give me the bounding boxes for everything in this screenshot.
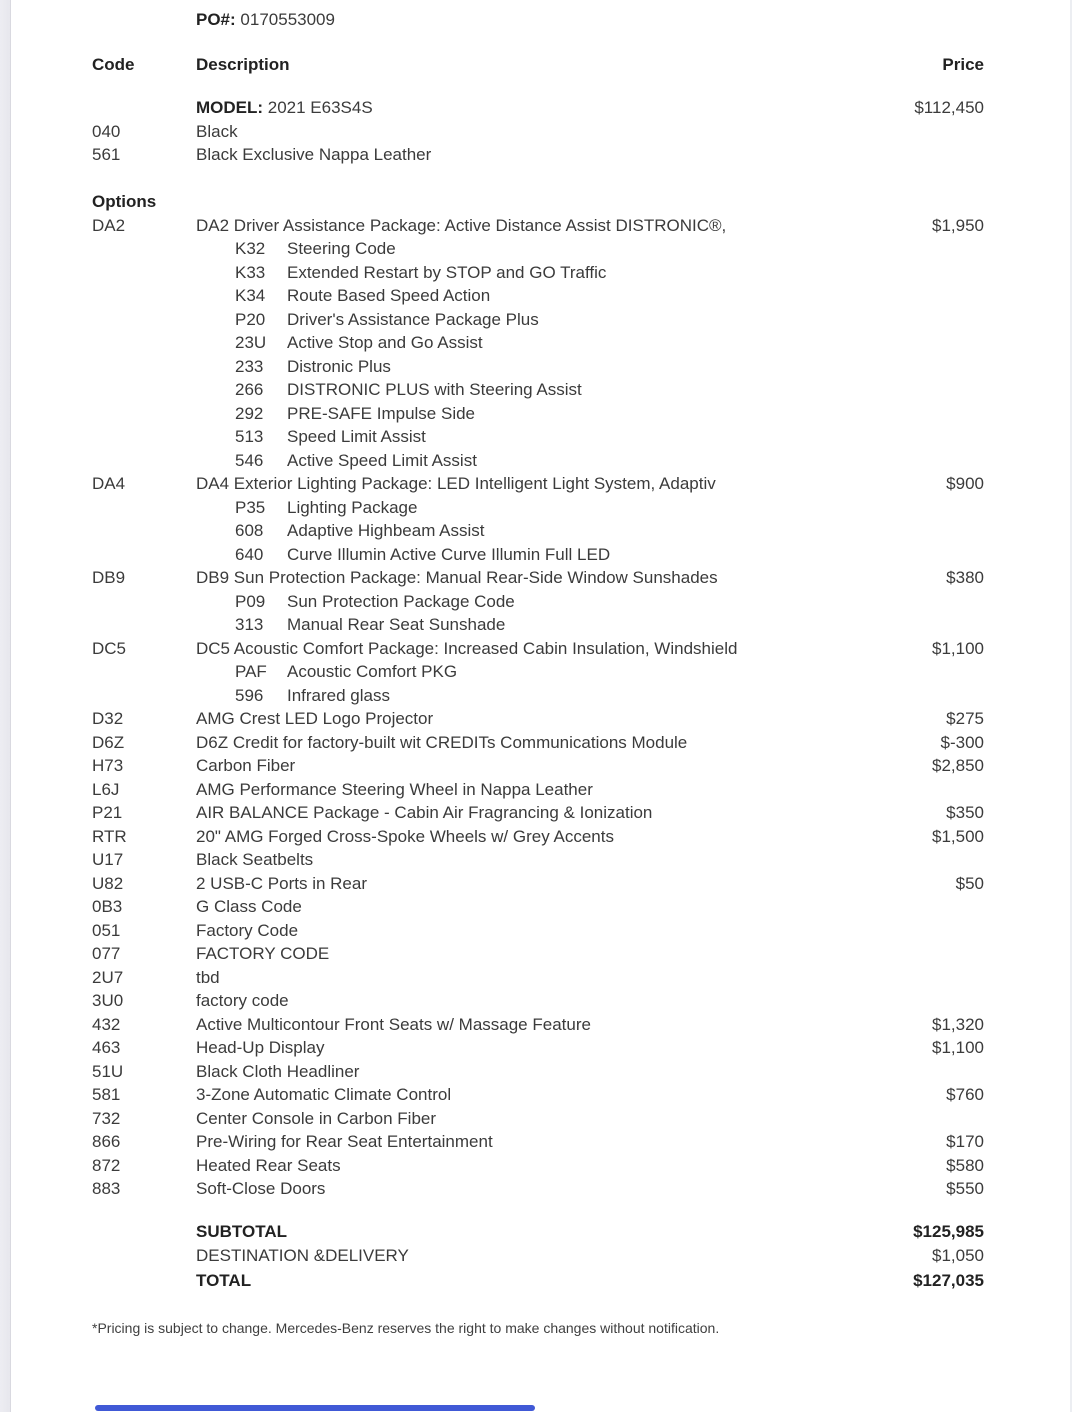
- option-row: [92, 895, 984, 919]
- item-price: $112,450: [914, 98, 984, 117]
- item-description: 20" AMG Forged Cross-Spoke Wheels w/ Grey Accents: [196, 826, 614, 846]
- sub-option-row: [92, 378, 984, 402]
- sub-item-code: K32: [235, 239, 266, 258]
- item-code: U82: [92, 873, 124, 893]
- item-code: DA4: [92, 474, 126, 493]
- sub-item-code: 640: [235, 544, 264, 564]
- total-label: TOTAL: [196, 1270, 252, 1290]
- option-row: [92, 754, 984, 778]
- sub-item-code: PAF: [235, 662, 267, 681]
- sub-item-code: 266: [235, 380, 264, 399]
- item-code: 040: [92, 121, 121, 141]
- sub-item: 292 PRE-SAFE Impulse Side: [196, 402, 854, 426]
- sub-item-code: K34: [235, 286, 266, 305]
- section-gap: [92, 1201, 984, 1220]
- item-code: 3U0: [92, 991, 124, 1010]
- sub-item: K32 Steering Code: [196, 237, 854, 261]
- option-row: [92, 472, 984, 496]
- sub-option-row: [92, 613, 984, 637]
- options-label: Options: [92, 192, 157, 211]
- item-code: 0B3: [92, 897, 123, 916]
- sub-option-row: [92, 684, 984, 708]
- item-code: 581: [92, 1085, 121, 1104]
- sub-item: K33 Extended Restart by STOP and GO Traffic: [196, 261, 854, 285]
- item-code: H73: [92, 756, 124, 775]
- sub-item-code: 23U: [235, 333, 267, 352]
- po-label: PO#:: [196, 10, 236, 29]
- sub-option-row: [92, 590, 984, 614]
- options-section: [92, 214, 984, 1201]
- item-description: Factory Code: [196, 920, 299, 940]
- sub-item: 546 Active Speed Limit Assist: [196, 449, 854, 473]
- item-price: $1,950: [932, 215, 984, 235]
- sub-option-row: [92, 425, 984, 449]
- sub-option-row: [92, 543, 984, 567]
- sub-option-row: [92, 237, 984, 261]
- sub-option-row: [92, 308, 984, 332]
- column-header-code: Code: [92, 54, 135, 74]
- item-code: RTR: [92, 826, 127, 846]
- item-code: 051: [92, 920, 121, 940]
- item-price: $900: [946, 474, 984, 493]
- column-header-description: Description: [196, 54, 290, 74]
- item-code: 077: [92, 944, 121, 963]
- option-row: [92, 848, 984, 872]
- sub-item-code: P35: [235, 497, 266, 517]
- table-header-row: [92, 53, 984, 77]
- column-header-price: Price: [942, 54, 984, 74]
- sub-item: 640 Curve Illumin Active Curve Illumin Full LED: [196, 543, 854, 567]
- sub-option-row: [92, 284, 984, 308]
- item-code: 883: [92, 1179, 121, 1198]
- po-row: [92, 8, 984, 32]
- item-code: 432: [92, 1014, 121, 1034]
- item-price: $2,850: [932, 756, 984, 775]
- item-code: 51U: [92, 1061, 124, 1081]
- option-row: [92, 872, 984, 896]
- item-description: Center Console in Carbon Fiber: [196, 1108, 437, 1128]
- model-row: [92, 120, 984, 144]
- item-description: Heated Rear Seats: [196, 1155, 341, 1175]
- item-price: $760: [946, 1085, 984, 1104]
- option-row: [92, 1107, 984, 1131]
- item-code: 732: [92, 1108, 121, 1128]
- total-value: $125,985: [913, 1221, 984, 1241]
- option-row: [92, 214, 984, 238]
- sub-item-code: 233: [235, 356, 264, 376]
- item-price: $1,100: [932, 1038, 984, 1057]
- bottom-progress-bar: [95, 1405, 535, 1411]
- sub-item: P20 Driver's Assistance Package Plus: [196, 308, 854, 332]
- item-code: 866: [92, 1132, 121, 1151]
- sub-item-code: 292: [235, 403, 264, 423]
- item-code: 561: [92, 145, 121, 164]
- page-left-edge: [0, 0, 11, 1412]
- option-row: [92, 1060, 984, 1084]
- item-description: G Class Code: [196, 897, 302, 916]
- option-row: [92, 801, 984, 825]
- option-row: [92, 989, 984, 1013]
- sub-item-code: 546: [235, 450, 264, 470]
- sub-item-code: P20: [235, 309, 266, 329]
- option-row: [92, 778, 984, 802]
- item-price: $275: [946, 709, 984, 728]
- item-code: 872: [92, 1155, 121, 1175]
- item-description: Head-Up Display: [196, 1038, 325, 1057]
- total-value: $127,035: [913, 1270, 984, 1290]
- sub-option-row: [92, 496, 984, 520]
- item-description: 2 USB-C Ports in Rear: [196, 873, 367, 893]
- option-row: [92, 1036, 984, 1060]
- sub-item-code: 608: [235, 521, 264, 540]
- item-description: AMG Performance Steering Wheel in Nappa Leather: [196, 779, 593, 799]
- item-price: $380: [946, 568, 984, 587]
- item-code: DB9: [92, 568, 126, 587]
- item-code: DA2: [92, 215, 126, 235]
- options-header-row: [92, 190, 984, 214]
- sub-item-code: K33: [235, 262, 266, 282]
- po-number: 0170553009: [240, 10, 335, 29]
- item-description: Active Multicontour Front Seats w/ Massage Feature: [196, 1014, 591, 1034]
- item-price: $50: [955, 873, 984, 893]
- total-row: [92, 1244, 984, 1269]
- option-row: [92, 637, 984, 661]
- sub-option-row: [92, 660, 984, 684]
- sub-item-code: 596: [235, 685, 264, 705]
- item-description: MODEL: 2021 E63S4S: [196, 98, 373, 117]
- sub-item: K34 Route Based Speed Action: [196, 284, 854, 308]
- item-description: DA4 Exterior Lighting Package: LED Intelligent Light System, Adaptiv: [196, 474, 716, 493]
- sub-option-row: [92, 355, 984, 379]
- total-value: $1,050: [932, 1246, 984, 1265]
- option-row: [92, 919, 984, 943]
- sub-item: P35 Lighting Package: [196, 496, 854, 520]
- item-description-bold: MODEL:: [196, 98, 264, 117]
- item-description: tbd: [196, 967, 220, 987]
- po-number-line: [196, 8, 854, 32]
- sub-item: 608 Adaptive Highbeam Assist: [196, 519, 854, 543]
- item-description: DB9 Sun Protection Package: Manual Rear-Side Window Sunshades: [196, 568, 718, 587]
- item-description: Black Exclusive Nappa Leather: [196, 145, 432, 164]
- sub-option-row: [92, 449, 984, 473]
- order-sheet: [92, 0, 984, 1336]
- item-description: Pre-Wiring for Rear Seat Entertainment: [196, 1132, 493, 1151]
- option-row: [92, 1083, 984, 1107]
- sub-item-code: P09: [235, 591, 266, 611]
- sub-item: 266 DISTRONIC PLUS with Steering Assist: [196, 378, 854, 402]
- item-code: 2U7: [92, 967, 124, 987]
- item-description: 3-Zone Automatic Climate Control: [196, 1085, 452, 1104]
- section-gap: [92, 76, 984, 96]
- total-label: DESTINATION &DELIVERY: [196, 1246, 409, 1265]
- model-section: [92, 96, 984, 167]
- option-row: [92, 966, 984, 990]
- item-description: Black: [196, 121, 238, 141]
- option-row: [92, 1154, 984, 1178]
- item-description: FACTORY CODE: [196, 944, 330, 963]
- item-price: $1,500: [932, 826, 984, 846]
- sub-option-row: [92, 261, 984, 285]
- option-row: [92, 707, 984, 731]
- item-description: AIR BALANCE Package - Cabin Air Fragrancing & Ionization: [196, 803, 653, 822]
- item-price: $1,320: [932, 1014, 984, 1034]
- sub-item: 513 Speed Limit Assist: [196, 425, 854, 449]
- item-description: DC5 Acoustic Comfort Package: Increased Cabin Insulation, Windshield: [196, 638, 738, 658]
- item-description: D6Z Credit for factory-built wit CREDITs Communications Module: [196, 732, 688, 752]
- model-row: [92, 96, 984, 120]
- sub-item: PAF Acoustic Comfort PKG: [196, 660, 854, 684]
- option-row: [92, 566, 984, 590]
- option-row: [92, 731, 984, 755]
- item-description: Black Cloth Headliner: [196, 1061, 360, 1081]
- total-row: [92, 1220, 984, 1245]
- item-description: DA2 Driver Assistance Package: Active Distance Assist DISTRONIC®,: [196, 215, 727, 235]
- item-description: factory code: [196, 991, 289, 1010]
- item-description: AMG Crest LED Logo Projector: [196, 709, 434, 728]
- totals-section: [92, 1220, 984, 1294]
- item-code: D32: [92, 709, 124, 728]
- sub-option-row: [92, 331, 984, 355]
- item-code: DC5: [92, 638, 127, 658]
- sub-item: 23U Active Stop and Go Assist: [196, 331, 854, 355]
- total-row: [92, 1269, 984, 1294]
- section-gap: [92, 167, 984, 191]
- item-price: $-300: [940, 732, 984, 752]
- sub-option-row: [92, 402, 984, 426]
- item-description: Carbon Fiber: [196, 756, 296, 775]
- item-price: $350: [946, 803, 984, 822]
- option-row: [92, 1013, 984, 1037]
- total-label: SUBTOTAL: [196, 1221, 287, 1241]
- option-row: [92, 825, 984, 849]
- sub-item: 596 Infrared glass: [196, 684, 854, 708]
- pricing-disclaimer: *Pricing is subject to change. Mercedes-Benz reserves the right to make changes without notification.: [92, 1320, 720, 1336]
- model-row: [92, 143, 984, 167]
- item-code: U17: [92, 850, 124, 869]
- item-description: Soft-Close Doors: [196, 1179, 326, 1198]
- sub-item-code: 313: [235, 615, 264, 634]
- item-price: $550: [946, 1179, 984, 1198]
- item-code: L6J: [92, 779, 120, 799]
- option-row: [92, 1130, 984, 1154]
- item-code: P21: [92, 803, 123, 822]
- sub-item: 313 Manual Rear Seat Sunshade: [196, 613, 854, 637]
- sub-option-row: [92, 519, 984, 543]
- item-price: $580: [946, 1155, 984, 1175]
- option-row: [92, 942, 984, 966]
- item-price: $1,100: [932, 638, 984, 658]
- item-code: D6Z: [92, 732, 125, 752]
- item-code: 463: [92, 1038, 121, 1057]
- option-row: [92, 1177, 984, 1201]
- item-description: Black Seatbelts: [196, 850, 314, 869]
- sub-item-code: 513: [235, 427, 264, 446]
- sub-item: P09 Sun Protection Package Code: [196, 590, 854, 614]
- sub-item: 233 Distronic Plus: [196, 355, 854, 379]
- item-price: $170: [946, 1132, 984, 1151]
